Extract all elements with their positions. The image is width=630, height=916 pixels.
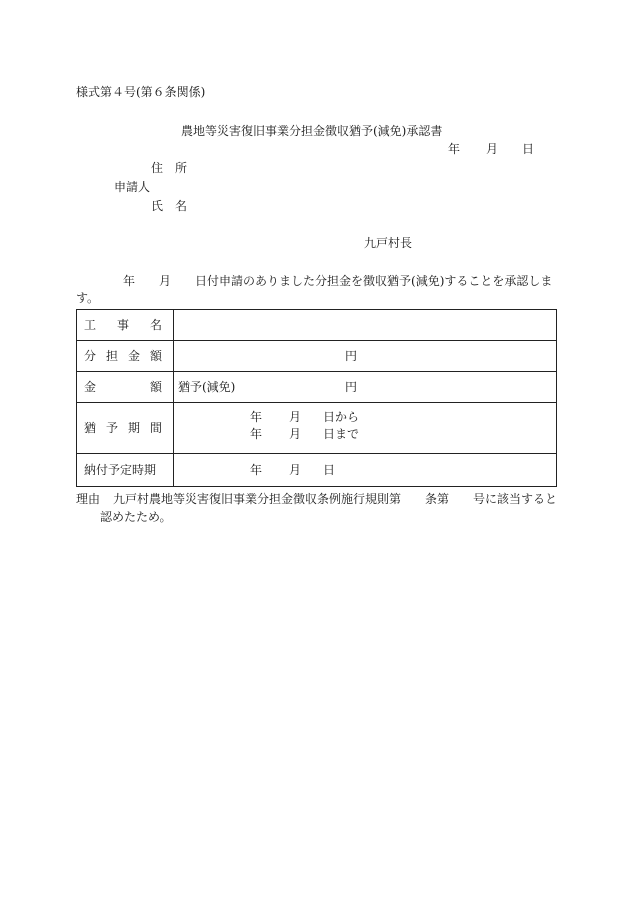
yen-unit: 円 <box>345 380 358 394</box>
deferral-prefix: 猶予(減免) <box>178 380 236 394</box>
date-year: 年 <box>448 142 461 156</box>
yen-unit: 円 <box>345 349 358 363</box>
row-label-contribution-amount: 分 担 金 額 <box>77 341 174 372</box>
row-label-payment-schedule: 納付予定時期 <box>77 454 174 487</box>
reason-regulation: 九戸村農地等災害復旧事業分担金徴収条例施行規則第 <box>113 492 402 506</box>
reason-text <box>76 490 560 526</box>
address-label: 住 所 <box>151 161 188 175</box>
deferral-period-value: 年 月 日から 年 月 日まで <box>174 403 557 454</box>
issuer-name: 九戸村長 <box>364 236 413 250</box>
reason-prefix: 理由 <box>76 492 101 506</box>
name-label: 氏 名 <box>151 199 188 213</box>
body-year: 年 <box>123 274 136 288</box>
reason-article: 条第 <box>425 492 450 506</box>
date-month: 月 <box>486 142 499 156</box>
construction-name-value <box>174 310 557 341</box>
body-text-line1: 日付申請のありました分担金を徴収猶予(減免)することを承認しま <box>195 274 553 288</box>
table-row <box>77 454 557 487</box>
row-label-deferral-period: 猶 予 期 間 <box>77 403 174 454</box>
table-row <box>77 403 557 454</box>
reason-clause: 号に該当すると <box>473 492 558 506</box>
body-month: 月 <box>159 274 172 288</box>
contribution-amount-value <box>174 341 557 372</box>
approval-table <box>76 309 557 487</box>
date-day: 日 <box>522 142 535 156</box>
deferred-amount-value <box>174 372 557 403</box>
table-row <box>77 372 557 403</box>
issue-date-line <box>448 142 534 156</box>
payment-schedule-value: 年 月 日 <box>174 454 557 487</box>
reason-line2: 認めたため。 <box>100 510 172 524</box>
applicant-label: 申請人 <box>114 180 151 194</box>
table-row <box>77 341 557 372</box>
form-number: 様式第４号(第６条関係) <box>76 85 206 99</box>
document-title: 農地等災害復旧事業分担金徴収猶予(減免)承認書 <box>181 124 443 138</box>
row-label-construction-name: 工 事 名 <box>77 310 174 341</box>
body-text-line2: す。 <box>76 291 100 305</box>
table-row <box>77 310 557 341</box>
approval-statement <box>76 273 560 307</box>
row-label-amount: 金 額 <box>77 372 174 403</box>
